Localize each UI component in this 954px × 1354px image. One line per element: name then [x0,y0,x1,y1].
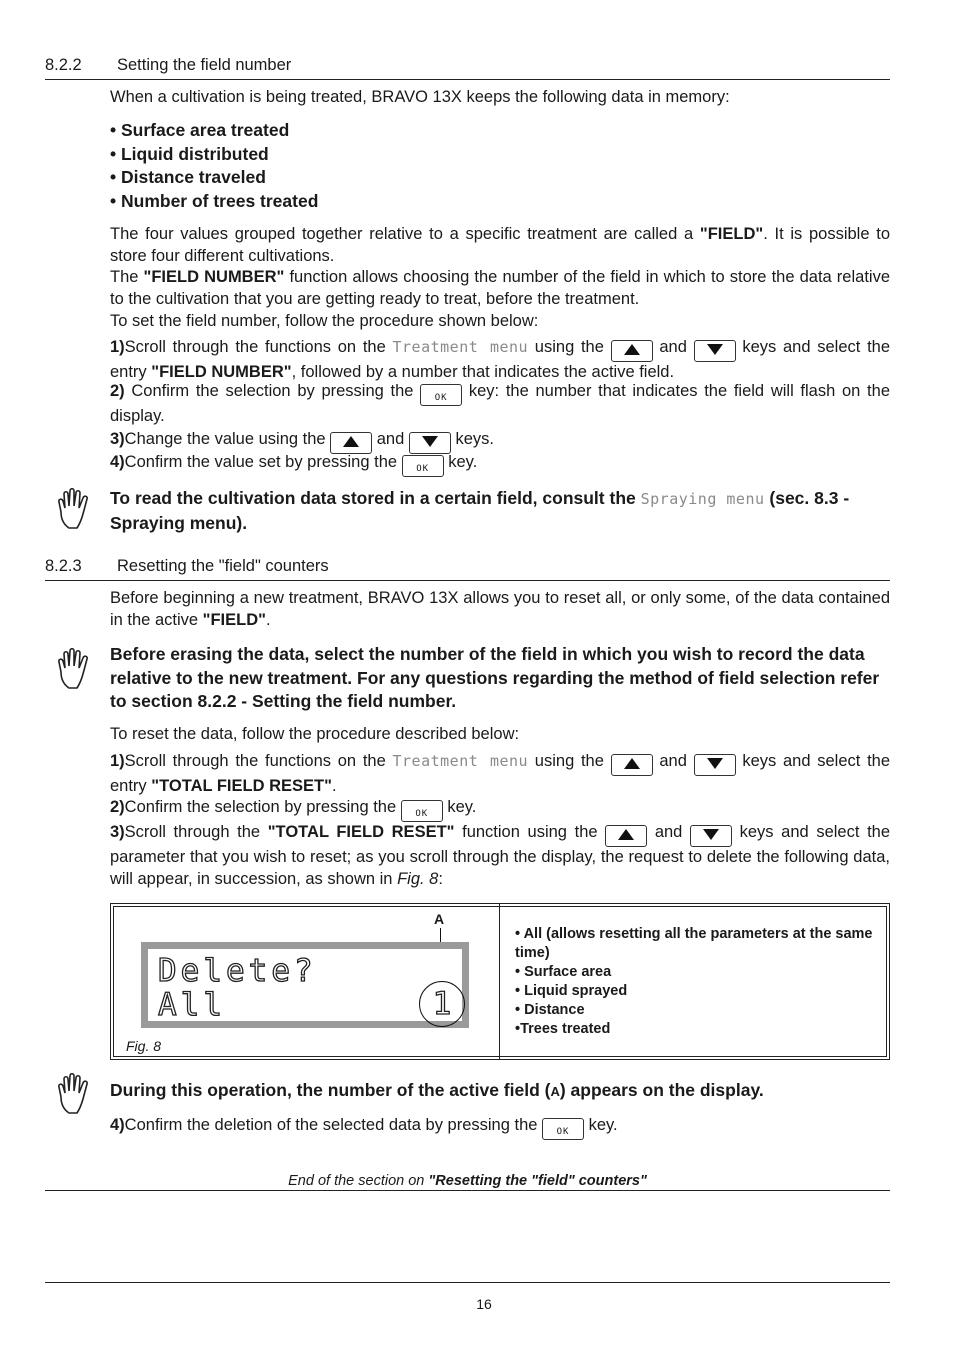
list-item: •Trees treated [515,1021,611,1037]
lcd-line-1: Delete? [158,953,317,989]
paragraph-reset-procedure: To reset the data, follow the procedure described below: [110,725,520,743]
figure-divider [499,904,500,1059]
end-of-section-note: End of the section on "Resetting the "field" counters" [45,1172,890,1191]
up-arrow-key-icon [605,825,647,847]
treatment-menu-label: Treatment menu [392,338,529,356]
paragraph-field-number: The "FIELD NUMBER" function allows choosing the number of the field in which to store the data relative to the cultivation that you are getting ready to treat, before the treatment. [110,268,890,308]
step-823-3: 3)Scroll through the "TOTAL FIELD RESET" function using the and keys and select the parameter that you wish to reset; as you scroll through the display, the request to delete the following data, will appear, in succession, as shown in Fig. 8: [110,823,891,888]
footer-divider [45,1282,890,1283]
step-823-1: 1)Scroll through the functions on the Treatment menu using the and keys and select the entry "TOTAL FIELD RESET". [110,752,891,795]
section-number: 8.2.3 [45,557,82,575]
page-number: 16 [476,1296,492,1312]
list-item: • Surface area treated [110,120,290,140]
up-arrow-key-icon [330,432,372,454]
spraying-menu-label: Spraying menu [640,490,765,508]
hand-note-icon [55,488,95,530]
step-822-3: 3)Change the value using the and keys. [110,429,890,454]
section-number: 8.2.2 [45,56,82,74]
section-title: Resetting the "field" counters [117,557,329,575]
intro-text: When a cultivation is being treated, BRAVO 13X keeps the following data in memory: [110,88,730,106]
note-select-field: Before erasing the data, select the number of the field in which you wish to record the data relative to the new treatment. For any questions regarding the method of field selection refer to section 8.2.2 - Setting the field number. [110,644,880,711]
note-active-field: During this operation, the number of the active field (A) appears on the display. [110,1080,764,1100]
up-arrow-key-icon [611,754,653,776]
down-arrow-key-icon [690,825,732,847]
callout-circle [419,981,465,1027]
figure-list [515,925,875,1039]
lcd-text [158,954,317,1022]
list-item: • Distance [515,1002,585,1018]
list-item: • All (allows resetting all the parameters at the same time) [515,926,873,961]
callout-label-a: A [434,911,445,927]
step-823-4: 4)Confirm the deletion of the selected data by pressing the OK key. [110,1115,890,1140]
hand-note-icon [55,1073,95,1115]
paragraph-field: The four values grouped together relative to a specific treatment are called a "FIELD". It is possible to store four different cultivations. [110,225,890,265]
ok-key-icon: OK [402,455,444,477]
lcd-line-2: All [158,987,226,1023]
step-822-1: 1)Scroll through the functions on the Treatment menu using the and keys and select the entry "FIELD NUMBER", followed by a number that indicates the active field. [110,338,891,381]
list-item: • Surface area [515,964,612,980]
down-arrow-key-icon [694,754,736,776]
hand-note-icon [55,648,95,690]
list-item: • Distance traveled [110,167,266,187]
ok-key-icon: OK [420,384,462,406]
memory-list [110,119,890,213]
section-heading-822 [45,55,890,80]
list-item: • Liquid distributed [110,143,269,164]
figure-caption: Fig. 8 [126,1038,162,1054]
up-arrow-key-icon [611,340,653,362]
down-arrow-key-icon [694,340,736,362]
lcd-display [141,942,469,1028]
callout-line [440,928,441,983]
section-title: Setting the field number [117,56,292,74]
figure-8 [110,903,890,1060]
list-item: • Number of trees treated [110,190,319,211]
ok-key-icon: OK [401,800,443,822]
section-heading-823 [45,556,890,581]
treatment-menu-label: Treatment menu [392,752,529,770]
list-item: • Liquid sprayed [515,983,628,999]
step-822-4: 4)Confirm the value set by pressing the OK key. [110,452,890,477]
note-spraying-menu: To read the cultivation data stored in a certain field, consult the Spraying menu (sec. 8.3 - Spraying menu). [110,488,850,533]
lcd-field-number: 1 [432,986,452,1022]
paragraph-reset-intro: Before beginning a new treatment, BRAVO 13X allows you to reset all, or only some, of the data contained in the active "FIELD". [110,589,890,629]
ok-key-icon: OK [542,1118,584,1140]
paragraph-procedure: To set the field number, follow the procedure shown below: [110,312,539,330]
step-822-2: 2) Confirm the selection by pressing the OK key: the number that indicates the field will flash on the display. [110,382,890,425]
down-arrow-key-icon [409,432,451,454]
step-823-2: 2)Confirm the selection by pressing the OK key. [110,797,890,822]
